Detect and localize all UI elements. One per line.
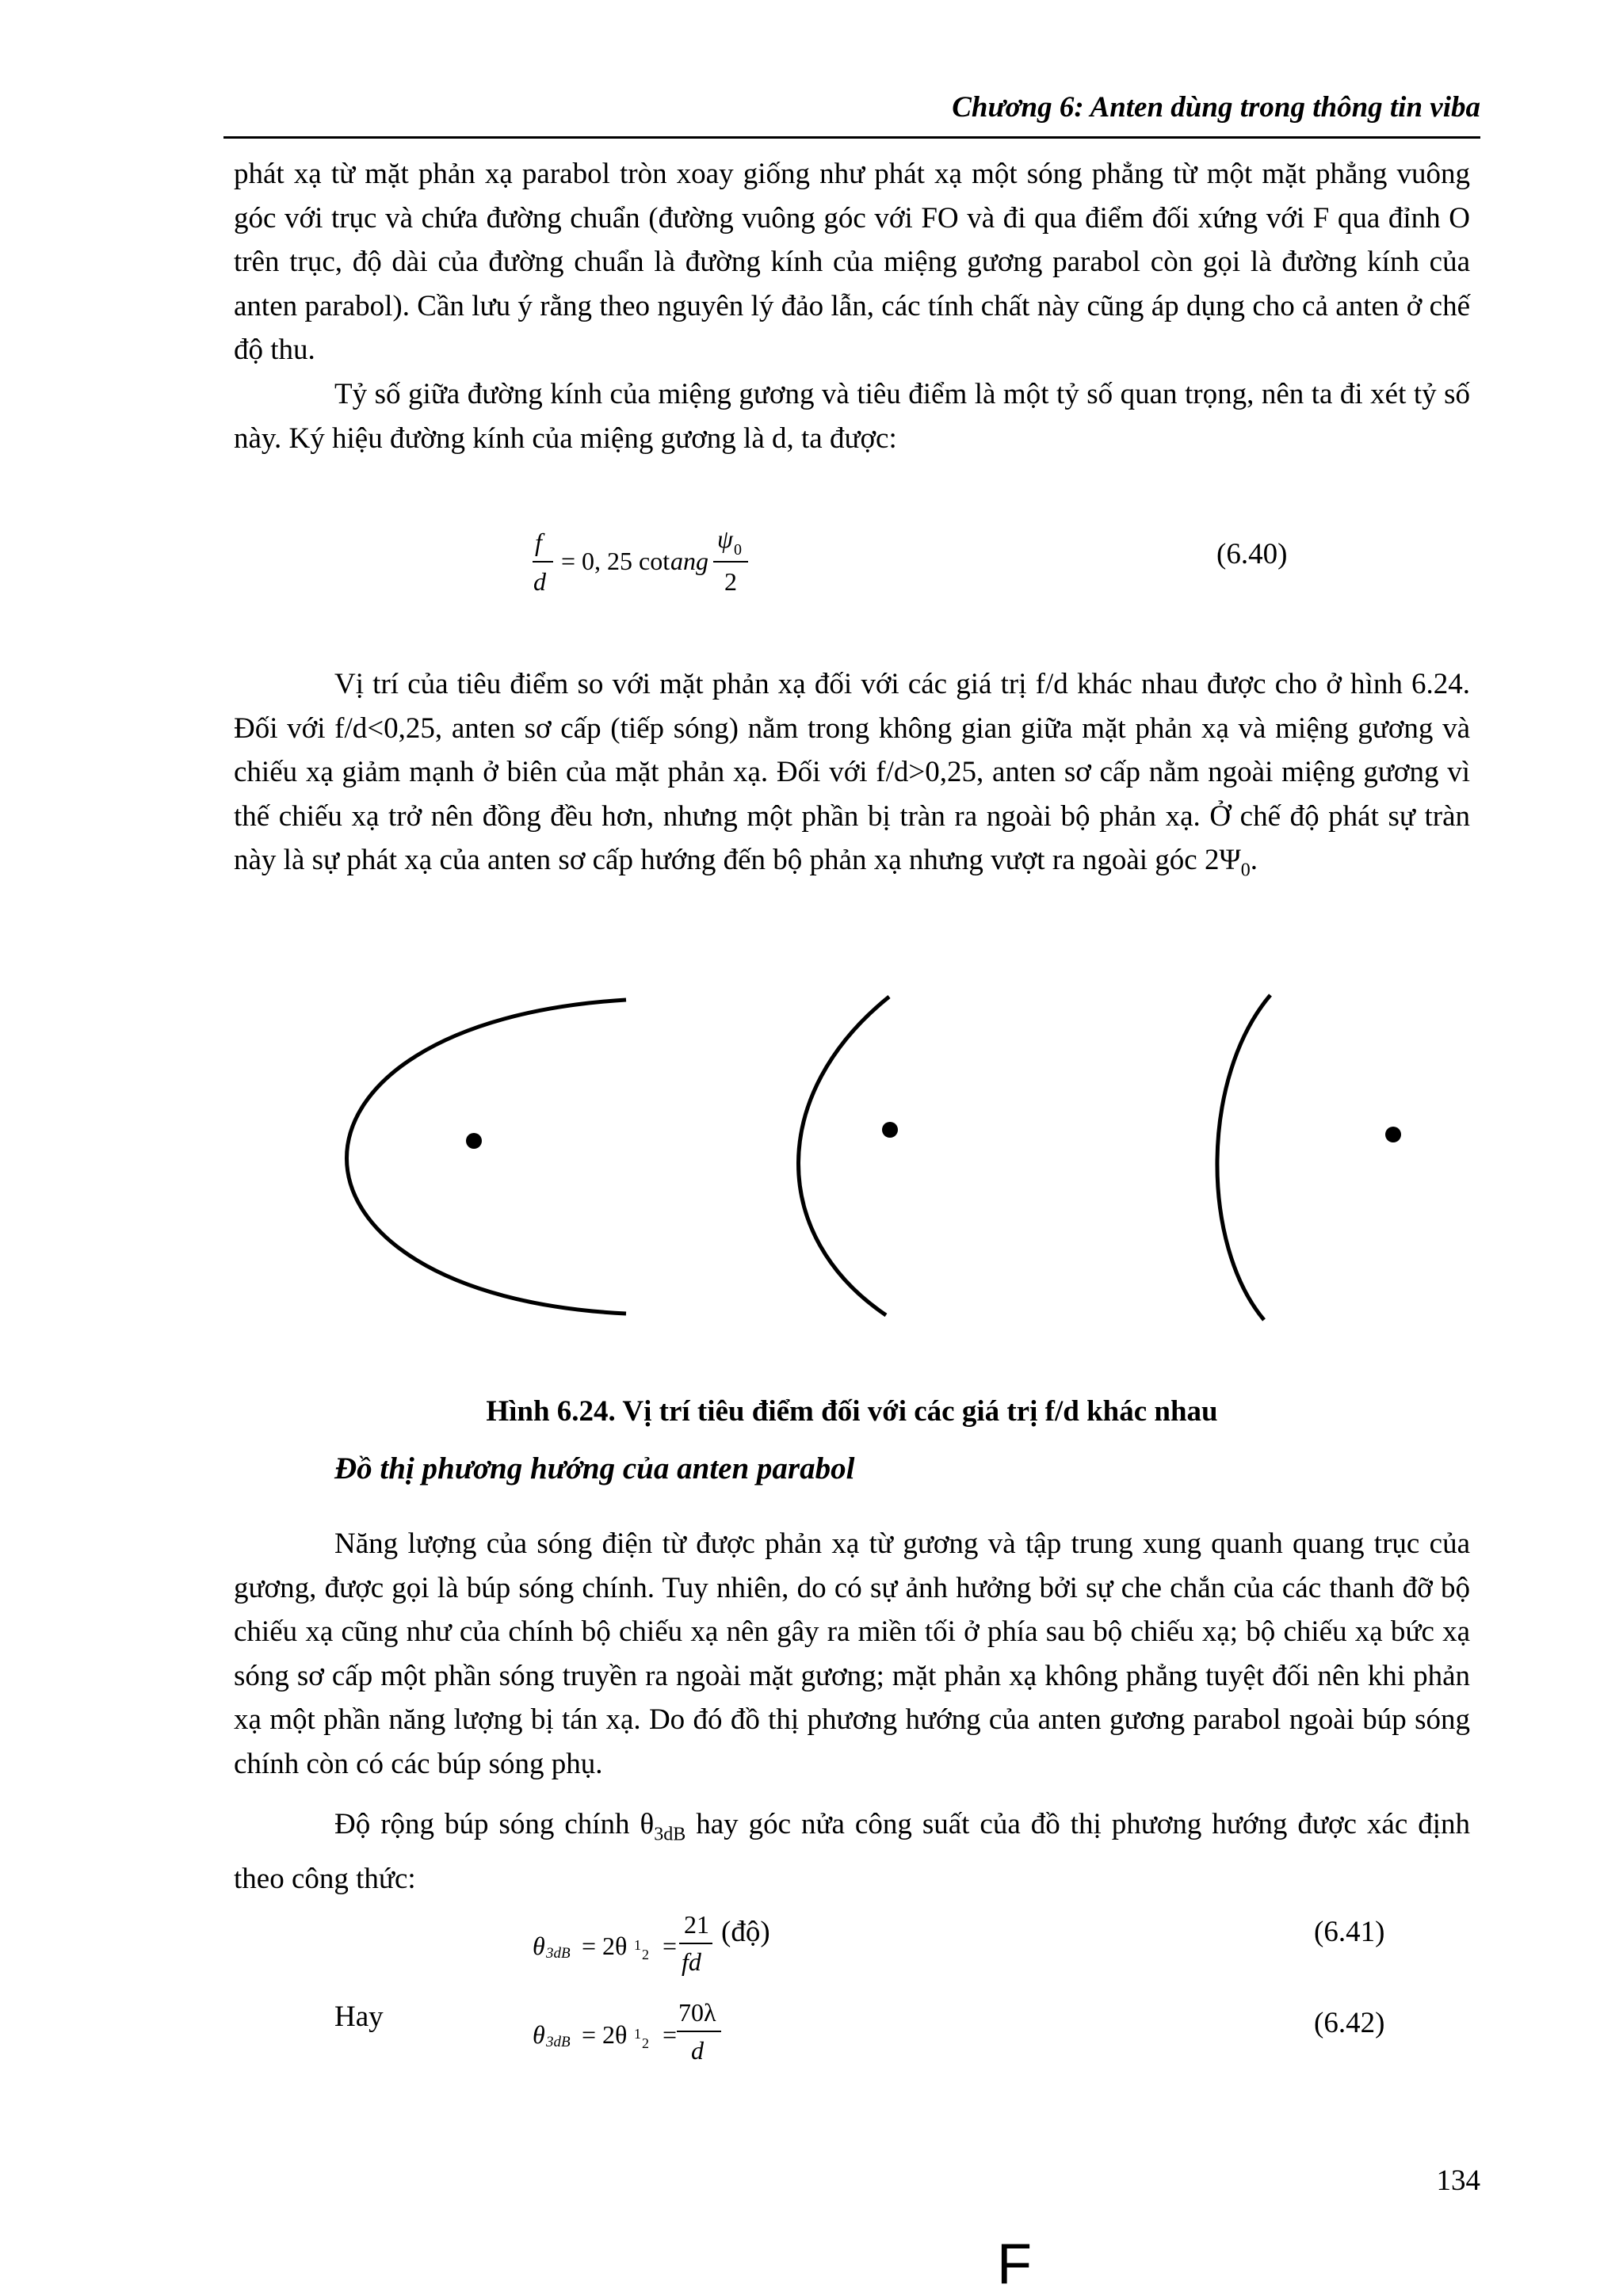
paragraph-5-subscript: 3dB <box>654 1824 686 1845</box>
paragraph-4: Năng lượng của sóng điện từ được phản xạ từ gương và tập trung xung quanh quang trục của gương, được gọi là búp sóng chính. Tuy nhiên, do có sự ảnh hưởng bởi sự che chắn của các thanh đỡ bộ chiếu xạ cũng như của chính bộ chiếu xạ nên gây ra miền tối ở phía sau bộ chiếu xạ; bộ chiếu xạ bức xạ sóng sơ cấp một phần sóng truyền ra ngoài mặt gương; mặt phản xạ không phẳng tuyệt đối nên khi phản xạ một phần năng lượng bị tán xạ. Do đó đồ thị phương hướng của anten gương parabol ngoài búp sóng chính còn có các búp sóng phụ. <box>234 1527 1470 1780</box>
eq641-denominator: fd <box>682 1947 701 1976</box>
footer-mark: F <box>997 2233 1032 2296</box>
paragraph-5-b: hay góc nửa công suất của đồ thị phương hướng được xác định theo công thức: <box>234 1808 1470 1895</box>
eq640-psi: ψ <box>717 524 733 553</box>
eq641-unit: (độ) <box>721 1916 770 1948</box>
eq642-fraction-bar <box>677 2031 721 2032</box>
eq641-equals-two-theta: = 2θ <box>582 1932 628 1960</box>
focus-point-2 <box>882 1122 898 1138</box>
reflector-curve-1 <box>347 1000 627 1314</box>
eq642-denominator: d <box>691 2036 704 2065</box>
eq640-middle: = 0, 25 cot <box>561 547 670 575</box>
chapter-header: Chương 6: Anten dùng trong thông tin viba <box>952 91 1480 124</box>
eq641-fraction-bar <box>679 1943 712 1944</box>
eq642-theta-subscript: 3dB <box>546 2034 571 2050</box>
eq642-half-den: 2 <box>642 2035 649 2051</box>
paragraph-5 <box>234 1802 1470 1901</box>
eq642-numerator: 70λ <box>678 1998 716 2027</box>
focus-point-3 <box>1385 1127 1401 1142</box>
eq640-two: 2 <box>724 567 737 596</box>
eq641-numerator: 21 <box>684 1910 709 1939</box>
eq642-theta: θ <box>533 2020 545 2049</box>
eq640-ang: ang <box>670 547 708 575</box>
eq640-numerator-f: f <box>535 528 542 556</box>
eq642-equals-two-theta: = 2θ <box>582 2020 628 2049</box>
eq642-label: (6.42) <box>1314 2007 1385 2039</box>
paragraph-1: phát xạ từ mặt phản xạ parabol tròn xoay giống như phát xạ một sóng phẳng từ một mặt phẳng vuông góc với trục và chứa đường chuẩn (đường vuông góc với FO và đi qua điểm đối xứng với F qua đỉnh O trên trục, độ dài của đường chuẩn là đường kính của miệng gương parabol còn gọi là đường kính của anten parabol). Cần lưu ý rằng theo nguyên lý đảo lẫn, các tính chất này cũng áp dụng cho cả anten ở chế độ thu. <box>234 158 1470 366</box>
paragraph-5-a: Độ rộng búp sóng chính θ <box>334 1808 655 1840</box>
eq642-prefix: Hay <box>334 2000 384 2033</box>
figure-caption: Hình 6.24. Vị trí tiêu điểm đối với các giá trị f/d khác nhau <box>486 1395 1218 1428</box>
eq641-theta: θ <box>533 1932 545 1960</box>
eq640-denominator-d: d <box>533 567 546 596</box>
eq640-label: (6.40) <box>1216 538 1288 570</box>
eq641-half-num: 1 <box>634 1937 641 1953</box>
paragraph-2: Tỷ số giữa đường kính của miệng gương và tiêu điểm là một tỷ số quan trọng, nên ta đi xét tỷ số này. Ký hiệu đường kính của miệng gương là d, ta được: <box>234 378 1470 455</box>
reflector-curve-2 <box>798 997 889 1315</box>
reflector-curve-3 <box>1217 995 1270 1320</box>
paragraph-3-subscript: 0 <box>1240 860 1251 881</box>
eq640-psi-subscript: 0 <box>734 541 742 559</box>
eq641-half-den: 2 <box>642 1947 649 1962</box>
focus-point-1 <box>466 1133 482 1149</box>
eq642-equals: = <box>663 2020 678 2049</box>
eq641-label: (6.41) <box>1314 1916 1385 1948</box>
eq642-half-num: 1 <box>634 2026 641 2042</box>
section-subheading: Đồ thị phương hướng của anten parabol <box>334 1451 855 1486</box>
paragraph-3-end: . <box>1250 844 1258 876</box>
eq641-equals: = <box>663 1932 678 1960</box>
page-number: 134 <box>1436 2164 1480 2197</box>
eq641-theta-subscript: 3dB <box>546 1945 571 1962</box>
paragraph-3-main: Vị trí của tiêu điểm so với mặt phản xạ đối với các giá trị f/d khác nhau được cho ở hình 6.24. Đối với f/d<0,25, anten sơ cấp (tiếp sóng) nằm trong không gian giữa mặt phản xạ và miệng gương và chiếu xạ giảm mạnh ở biên của mặt phản xạ. Đối với f/d>0,25, anten sơ cấp nằm ngoài miệng gương vì thế chiếu xạ trở nên đồng đều hơn, nhưng một phần bị tràn ra ngoài bộ phản xạ. Ở chế độ phát sự tràn này là sự phát xạ của anten sơ cấp hướng đến bộ phản xạ nhưng vượt ra ngoài góc 2Ψ <box>234 668 1470 876</box>
